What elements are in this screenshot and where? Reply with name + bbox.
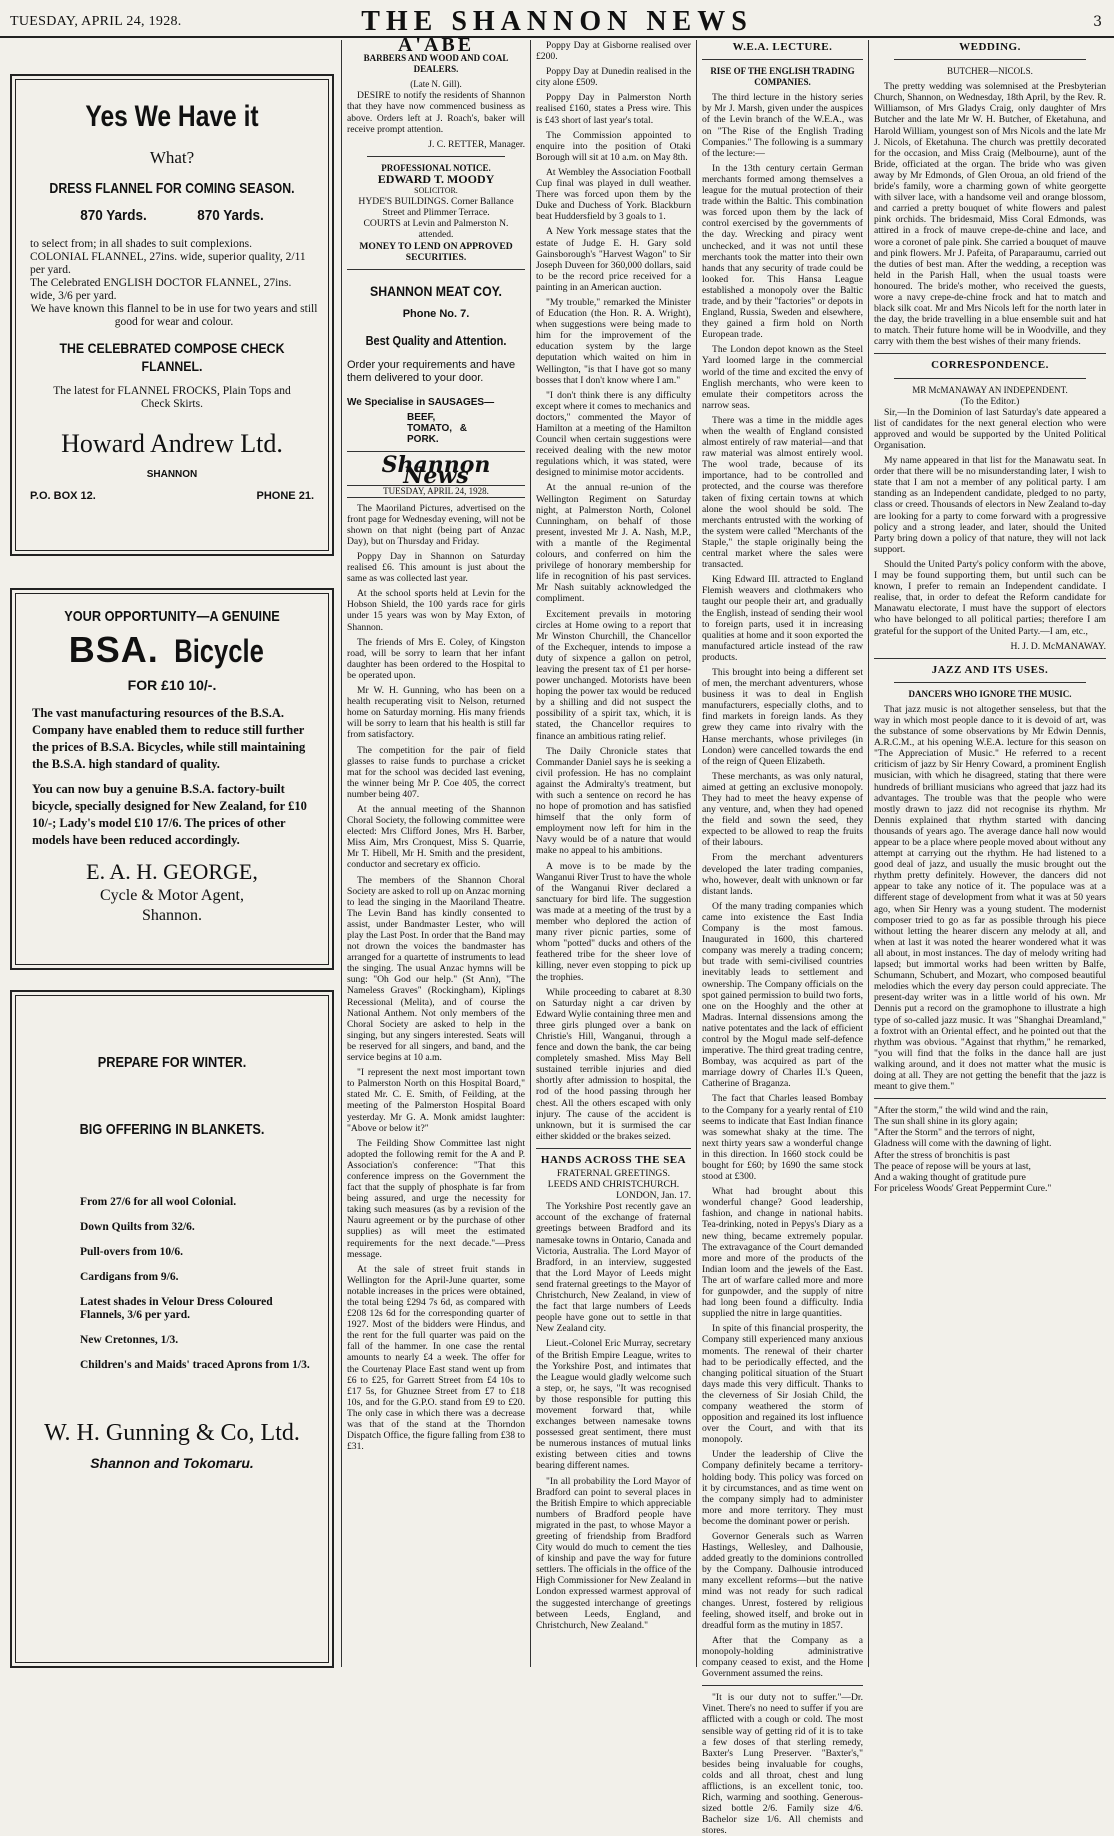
column-5: [874, 40, 1106, 1667]
news-paragraph: In the 13th century certain German merchants formed among themselves a league for the mutual protection of their trade within the Baltic. This combination was forced upon them by the lack of control exercised by the governments of the day. Wrecking and piracy went unchecked, and it was not until these merchants took the matter into their own hands that any security of trade could be looked for. This Hansa League established a monopoly over the Baltic trade, and by their "factories" or depots in England, Russia, Sweden and elsewhere, they gained a firm hold on North European trade.: [702, 162, 863, 341]
column-rule: [868, 40, 869, 1667]
ad1-product: DRESS FLANNEL FOR COMING SEASON.: [49, 180, 295, 197]
ad3-item: Latest shades in Velour Dress Coloured Flannels, 3/6 per yard.: [80, 1296, 273, 1321]
news-paragraph: There was a time in the middle ages when the wealth of England consisted almost entirely of raw material—and that raw material was almost entirely wool. The wool trade, because of its importance, had to be controlled and protected, and the course was therefore taken of fixing certain towns at which alone the wool should be sold. The merchants entrusted with the working of the system were called "Merchants of the Staple," the staple originally being the central market where the sales were transacted.: [702, 414, 863, 571]
divider: [347, 269, 525, 270]
masthead-date: TUESDAY, APRIL 24, 1928.: [10, 14, 182, 29]
prof-name: EDWARD T. MOODY: [377, 171, 495, 186]
ad3-item: From 27/6 for all wool Colonial.: [80, 1196, 237, 1208]
news-paragraph: The pretty wedding was solemnised at the Presbyterian Church, Shannon, on Wednesday, 18th April, by the Rev. R. Williamson, of Mrs Gladys Craig, only daughter of Mrs Butcher and the late Mr W. H. Butcher, of Eketahuna, and Harold William, youngest son of Mrs Nicols and the late Mr J. Nicols, of Eketahuna. The church was prettily decorated for the occasion, and Miss Craig (Melbourne), aunt of the Bride, officiated at the organ. The bride who was given away by Mr Edmonds, of Glen Oroua, an old friend of the bride's family, wore a charming gown of white georgette with silver lace, with a handsome veil and orange blossom, and carried a pretty bouquet of white flowers and palest pink orchids. The bridesmaid, Miss Coral Edmonds, was attired in a frock of mauve crepe-de-chine and lace, and wore a coronet of pale pink. She carried a bouquet of mauve and pink flowers. Mr J. Pafeita, of Paraparaumu, carried out the duties of best man. After the wedding, a reception was held in the Parish Hall, when the usual toasts were honoured. The bride's mother, who received the guests, wore a navy crepe-de-chine frock and hat to match and black silk coat. Mr and Mrs Nicols left for the north later in the day, the bride travelling in a blue ensemble suit and hat to match. Their future home will be in Woodville, and they carry with them the best wishes of their many friends.: [874, 81, 1106, 348]
news-paragraph: This brought into being a different set of men, the merchant adventurers, whose business it was to deal in English manufacturers, especially cloths, and to find markets in foreign lands. As they grew they came into rivalry with the Hanse merchants, whose privileges (in London) were cancelled towards the end of the reign of Queen Elizabeth.: [702, 666, 863, 767]
corr-sign: H. J. D. McMANAWAY.: [1010, 640, 1106, 652]
meat-body: Order your requirements and have them delivered to your door.: [347, 358, 516, 384]
news-paragraph: Lieut.-Colonel Eric Murray, secretary of the British Empire League, writes to the Yorkshire Post, and intimates that the League would gladly welcome such a step, or, he says, "It was recognised by those responsible for putting this movement forward that, while exchanges between namesake towns possessed great sentiment, there must be numerous instances of mutual links existing between cities and towns bearing different names.: [536, 1338, 691, 1472]
ad1-yards-b: 870 Yards.: [197, 207, 264, 224]
divider: [702, 1685, 863, 1686]
ad1-body2: COLONIAL FLANNEL, 27ins. wide, superior quality, 2/11 per yard.: [30, 251, 306, 276]
news-paragraph: King Edward III. attracted to England Flemish weavers and clothmakers who taught our people their art, and gradually the English, instead of sending their wool to foreign parts, used it in increasing qualities at home and it soon exported the manufactured article instead of the raw products.: [702, 574, 863, 663]
divider: [874, 353, 1106, 354]
masthead: [0, 0, 1114, 38]
news-paragraph: At the school sports held at Levin for the Hobson Shield, the 100 yards race for girls under 15 years was won by May Exton, of Shannon.: [347, 588, 525, 633]
poem-line: Gladness will come with the dawning of light.: [874, 1138, 1052, 1150]
poem: [874, 1105, 1106, 1194]
ad3-item: Cardigans from 9/6.: [80, 1271, 179, 1283]
prof-role: SOLICITOR.: [414, 186, 458, 196]
ad-howard-andrew: [10, 74, 334, 556]
divider: [874, 1098, 1106, 1099]
news-paragraph: "My trouble," remarked the Minister of Education (the Hon. R. A. Wright), when suggestions were being made to him for the improvement of the education system by the large deputation which waited on him in Wellington, "is that I have got so many bosses that I don't know where I am.": [536, 296, 691, 386]
news-paragraph: A New York message states that the estate of Judge E. H. Gary sold Gainsborough's "Harvest Wagon" to Sir Joseph Duveen for 360,000 dollars, said to be the record price received for a painting in an American auction.: [536, 226, 691, 293]
news-paragraph: The Yorkshire Post recently gave an account of the exchange of fraternal greetings between Bradford and its namesake towns in Ontario, Canada and Victoria, Australia. The Lord Mayor of Bradford, in an interview, suggested that the Lord Mayor of Leeds might send fraternal greetings to the Mayor of Christchurch, New Zealand, in view of the fact that large numbers of Leeds people have gone out to settle in that New Zealand city.: [536, 1201, 691, 1335]
news-paragraph: At Wembley the Association Football Cup final was played in dull weather. There was forced upon them by the Duke and Duchess of York. Blackburn beat Huddersfield by 3 goals to 1.: [536, 166, 691, 223]
poem-line: "After the Storm" and the terrors of night,: [874, 1127, 1035, 1139]
aabe-sign: J. C. RETTER, Manager.: [428, 138, 525, 150]
ad2-trade: Cycle & Motor Agent,: [100, 887, 244, 904]
prof-money: MONEY TO LEND ON APPROVED SECURITIES.: [359, 240, 513, 263]
page-number: 3: [1093, 14, 1102, 30]
news-paragraph: The third lecture in the history series by Mr J. Marsh, given under the auspices of the Levin branch of the W.E.A., was on "The Rise of the English Trading Companies." The following is a summary of the lecture:—: [702, 92, 863, 159]
jazz-head: JAZZ AND ITS USES.: [931, 663, 1049, 676]
ad3-item: Children's and Maids' traced Aprons from 1/3.: [80, 1359, 310, 1371]
corr-head: CORRESPONDENCE.: [931, 359, 1049, 372]
ad1-body4: We have known this flannel to be in use for two years and still good for wear and colour.: [30, 303, 318, 328]
hands-sub2: LEEDS AND CHRISTCHURCH.: [547, 1179, 680, 1191]
news-paragraph: The friends of Mrs E. Coley, of Kingston road, will be sorry to learn that her infant daughter has been ordered to the Hospital to be operated upon.: [347, 636, 525, 681]
ad1-latest: The latest for FLANNEL FROCKS, Plain Tops and Check Skirts.: [53, 385, 291, 410]
ad2-bicycle: Bicycle: [174, 633, 265, 669]
ad3-town: Shannon and Tokomaru.: [90, 1455, 254, 1471]
column-3: [536, 40, 691, 1667]
ad1-yards: [28, 207, 316, 224]
hands-head: HANDS ACROSS THE SEA: [540, 1153, 687, 1166]
news-paragraph: The members of the Shannon Choral Society are asked to roll up on Anzac morning to lead the singing in the Maoriland Theatre. The Levin Band has kindly consented to assist, under Bandmaster Lester, who will play the Last Post. In order that the Band may not drown the voices the bandmaster has arranged for a quartette of instruments to lead the singing. The usual Anzac hymns will be sung: "Oh God our help." (St Ann), "The Nameless Graves" (Rockingham), Kiplings Recessional (Melita), and of course the National Anthem. Not only members of the Choral Society are asked to help in the singing, but any singers interested. Seats will be reserved for all singers, and band, and the service begins at 10 a.m.: [347, 874, 525, 1064]
ad3-items: [80, 1196, 312, 1372]
ad1-box: P.O. BOX 12.: [30, 490, 96, 502]
news-paragraph: Mr W. H. Gunning, who has been on a health recuperating visit to Nelson, returned home on Saturday morning. His many friends will be sorry to learn that his health is still far from satisfactory.: [347, 685, 525, 741]
ad2-title: YOUR OPPORTUNITY—A GENUINE: [64, 608, 280, 625]
ad2-brand: BSA.: [68, 629, 159, 670]
poem-line: After the stress of bronchitis is past: [874, 1149, 1010, 1161]
paper-date: TUESDAY, APRIL 24, 1928.: [347, 485, 525, 498]
news-paragraph: Poppy Day at Gisborne realised over £200.: [536, 40, 691, 63]
news-paragraph: Poppy Day at Dunedin realised in the city alone £509.: [536, 66, 691, 89]
baxters-ad: "It is our duty not to suffer."—Dr. Vinet. There's no need to suffer if you are afflicted with a cough or cold. The most sensible way of getting rid of it is to take a few doses of that sterling remedy, Baxter's Lung Preserver. "Baxter's," besides being invaluable for coughs, colds and all throat, chest and lung afflictions, is an excellent tonic, too. Rich, warming and soothing. Generous-sized bottle 2/6. Family size 4/6. Bachelor size 1/6. All chemists and stores.: [702, 1692, 863, 1836]
corr-to: (To the Editor.): [960, 395, 1020, 407]
news-paragraph: "I don't think there is any difficulty except where it comes to mechanics and doctors," commented the Mayor of Hamilton at a meeting of the Hamilton Council when certain suggestions were received dealing with the new motor regulations which, it was stated, were designed to minimise motor accidents.: [536, 389, 691, 479]
news-paragraph: A move is to be made by the Wanganui River Trust to have the whole of the Wanganui River declared a sanctuary for bird life. The suggestion was made at a meeting of the trust by a member who deplored the action of many river picnic parties, some of whom "potted" ducks and others of the feathered tribe for the sheer love of killing, never even stopping to pick up the trophies.: [536, 860, 691, 983]
news-paragraph: At the annual meeting of the Shannon Choral Society, the following committee were elected: Mrs Clifford Jones, Mrs H. Barber, Miss Aim, Mrs Cronquest, Miss S. Quarrie, Mr T. Hibell, Mr H. Smith and the president, conductor and secretary ex officio.: [347, 803, 525, 871]
ad2-firm: E. A. H. GEORGE,: [86, 859, 258, 884]
news-paragraph: The Commission appointed to enquire into the position of Otaki Borough will sit at 10 a.m. on May 8th.: [536, 129, 691, 163]
ad2-copy1: The vast manufacturing resources of the B.S.A. Company have enabled them to reduce still further the prices of B.S.A. Bicycles, while still maintaining the B.S.A. high standard of quality.: [32, 706, 306, 771]
ad3-item: New Cretonnes, 1/3.: [80, 1334, 179, 1346]
column-2: [347, 34, 525, 1667]
divider: [367, 156, 505, 157]
news-paragraph: Poppy Day in Shannon on Saturday realised £6. This amount is just about the same as was collected last year.: [347, 551, 525, 585]
paper-name: Shannon News: [381, 452, 491, 490]
poem-line: "After the storm," the wild wind and the rain,: [874, 1105, 1049, 1117]
news-paragraph: At the sale of street fruit stands in Wellington for the April-June quarter, some notable increases in the prices were obtained, the total being £294 7s 6d, as compared with £208 12s 6d for the corresponding quarter of 1927. Most of the bidders were Hindus, and the rent for the full quarter was paid on the fall of the hammer. In one case the rental amounts to nearly £4 a week. The offer for the Courtenay Place East stand went up from £6 to £25, for Garrett Street from £4 10s to £17 5s, for Ghuznee Street from £7 to £18 10s, and for the G.P.O. stand from £9 to £20. The only case in which there was a decrease was that of the stand at the Thorndon Dispatch Office, the figure falling from £38 to £31.: [347, 1263, 525, 1453]
aabe-title: A'ABE: [397, 34, 475, 56]
news-paragraph: "I represent the next most important town to Palmerston North on this Hospital Board," stated Mr. C. E. Smith, of Feilding, at the meeting of the Palmerston Hospital Board yesterday. Mr G. A. Monk amidst laughter: "Above or below it?": [347, 1067, 525, 1134]
news-paragraph: My name appeared in that list for the Manawatu seat. In order that there will be no misunderstanding later, I wish to state that I am not a member of any political party. I am standing as an Independent candidate, pledged to no party, class or creed. Thousands of electors in New Zealand to-day are looking for a party to come forward with a progressive policy and a strong leader, and later, should the United Party bring down a policy of that nature, they will not lack support.: [874, 455, 1106, 555]
news-paragraph: Under the leadership of Clive the Company definitely became a territory-holding body. This policy was forced on it by circumstances, and as time went on the company simply had to administer more and more territory. They must become the dominant power or perish.: [702, 1449, 863, 1527]
ad-bsa-bicycle: [10, 588, 334, 970]
news-paragraph: That jazz music is not altogether senseless, but that the way in which most people dance to it is devoid of art, was the substance of some observations by Mr Edwin Dennis, A.R.C.M., at his opening W.E.A. lecture for this season on "The Appreciation of Music." He referred to a recent criticism of jazz by Sir Henry Coward, a prominent English musician, with which he disagreed, stating that there were hundreds of brilliant musicians who agreed that jazz had its advantages. The trouble was that the people who were mostly drawn to jazz did not recognise its rhythm. Mr Dennis explained that rhythm started with dancing thousands of years ago. The average dance hall now would appear to be a place where people moved about without any attempt at carrying out the rhythm. He had listened to a good deal of jazz, and usually the music brought out the rhythm pretty definitely. However, the dancers did not appear to take any notice of it. The populace was at a different stage of development from what it was at 50 years ago, when Sir Henry was a young student. The modernist composer tried to go as far as possible through his piece without letting the hearer discern any melody at all, and when at last it was noted the hearer wondered what it was all about, in most instances. The day of melody writing had lapsed; but immortal works had been written by Balfe, Schumann, Schubert, and Mozart, who composed beautiful melodies which the every day person could appreciate. The present-day writer was in a little world of his own. Mr Dennis put a record on the gramophone to illustrate a high type of so-called jazz music. It was "Shanghai Dreamland," a foxtrot with an Oriental effect, and he pointed out that the rhythm was obvious. "Against that rhythm," he remarked, "you will find that the folks in the dance hall are just walking around, and it does not matter what the music is doing at all. They are not getting the benefit that the jazz is meant to give them.": [874, 703, 1106, 1093]
ad2-town: Shannon.: [142, 907, 202, 924]
meat-kinds: BEEF, TOMATO, & PORK.: [407, 412, 467, 446]
meat-phone: Phone No. 7.: [402, 307, 470, 320]
news-paragraph: Sir,—In the Dominion of last Saturday's date appeared a list of candidates for the next general election who were approved and would be supported by the United Political Organisation.: [874, 406, 1106, 451]
hands-dateline: LONDON, Jan. 17.: [616, 1190, 691, 1202]
column-rule: [696, 40, 697, 1667]
divider: [894, 59, 1086, 60]
divider: [894, 378, 1086, 379]
news-paragraph: Poppy Day in Palmerston North realised £160, states a Press wire. This is £43 short of last year's total.: [536, 92, 691, 126]
news-paragraph: The Daily Chronicle states that Commander Daniel says he is seeking a civil profession. He has no complaint against the Admiralty's treatment, but with such a sentence on record he has no hope of promotion and has satisfied himself that the only form of employment now left for him in the Navy would be of a nature that would make no appeal to his ambitions.: [536, 745, 691, 857]
news-paragraph: Should the United Party's policy conform with the above, I may be found supporting them, but until such can be known, I prefer to remain an Independent candidate. I realise, that, in order to defeat the Reform candidate for Manawatu electorate, I must have the support of electors who have belonged to all political parties; therefore I am grateful for the support of the United Party.—I am, etc.,: [874, 558, 1106, 637]
meat-tag: Best Quality and Attention.: [365, 333, 507, 348]
meat-title: SHANNON MEAT COY.: [370, 282, 502, 299]
ad3-offer: BIG OFFERING IN BLANKETS.: [79, 1121, 265, 1138]
poem-line: The sun shall shine in its glory again;: [874, 1116, 1018, 1128]
ad1-body1: to select from; in all shades to suit complexions.: [30, 238, 252, 250]
column-rule: [341, 40, 342, 1667]
masthead-title: THE SHANNON NEWS: [361, 6, 753, 37]
column-4: [702, 40, 863, 1836]
poem-line: And a waking thought of gratitude pure: [874, 1171, 1026, 1183]
ad1-town: SHANNON: [146, 469, 198, 480]
news-paragraph: The Maoriland Pictures, advertised on the front page for Wednesday evening, will not be shown on that night (being part of Anzac Day), but on Thursday and Friday.: [347, 502, 525, 547]
news-paragraph: The competition for the pair of field glasses to raise funds to purchase a cricket mat for the school was decided last evening, the winner being Mr P. Coe 405, the correct number being 407.: [347, 744, 525, 800]
aabe-subtitle: BARBERS AND WOOD AND COAL DEALERS.: [363, 53, 509, 75]
prof-head: PROFESSIONAL NOTICE.: [381, 162, 491, 173]
jazz-sub: DANCERS WHO IGNORE THE MUSIC.: [908, 688, 1072, 699]
ad1-what: What?: [149, 148, 195, 167]
ad1-check: THE CELEBRATED COMPOSE CHECK FLANNEL.: [59, 340, 285, 374]
hands-sub1: FRATERNAL GREETINGS.: [556, 1168, 671, 1179]
ad1-contact: [12, 480, 332, 502]
ad-gunning: [10, 990, 334, 1668]
news-paragraph: Excitement prevails in motoring circles at Home owing to a report that Mr Winston Churchill, the Chancellor of the Exchequer, intends to impose a duty of sixpence a gallon on petrol, leaving the present tax of £1 per horse-power unchanged. Motorists have been hoping the power tax would be reduced by a shilling and did not suspect the possibility of a spirit tax, which, it is stated, the Chancellor requires to finance an ambitious rating relief.: [536, 608, 691, 742]
divider: [536, 1148, 691, 1149]
poem-line: For priceless Woods' Great Peppermint Cure.": [874, 1182, 1052, 1194]
column-rule: [530, 40, 531, 1667]
poem-line: The peace of repose will be yours at last,: [874, 1160, 1031, 1172]
news-paragraph: What had brought about this wonderful change? Good leadership, fashion, and change in national habits. Tea-drinking, noted in Pepys's Diary as a new thing, became extremely popular. The extravagance of the Court demanded more and more of the products of the Indian loom and the jewels of the East. The art of warfare called more and more for gunpowder, and the supply of nitre had long been found a difficulty. India supplied the nitre in large quantities.: [702, 1186, 863, 1320]
news-paragraph: The Feilding Show Committee last night adopted the following remit for the A and P. Association's conference: "That this conference impress on the Government the fact that the supply of phosphate is far from being assured, and urge the necessity for taking such measures (as by a revision of the Nauru agreement or by the purchase of other supplies) as will meet the estimated requirements for the next decade."—Press message.: [347, 1137, 525, 1260]
prof-addr: HYDE'S BUILDINGS. Corner Ballance Street and Plimmer Terrace.: [358, 196, 514, 219]
news-paragraph: In spite of this financial prosperity, the Company still experienced many anxious moments. The renewal of their charter had to be periodically effected, and the changing political situation of the Stuart days made this very difficult. Thanks to the cleverness of Sir Josiah Child, the company weathered the storm of opposition and regained its lost influence over the Court, and with that its monopoly.: [702, 1323, 863, 1446]
ad2-brandline: [12, 629, 332, 671]
ad1-body: [12, 224, 332, 329]
wedding-sub: BUTCHER—NICOLS.: [947, 66, 1033, 77]
news-paragraph: "In all probability the Lord Mayor of Bradford can point to several places in the British Empire to which appreciable numbers of Bradford people have migrated in the past, to whose Mayor a greeting of friendship from Bradford City would do much to cement the ties of kinship and pave the way for future settlers. The officials in the office of the High Commissioner for New Zealand in London expressed warmest approval of the suggested interchange of greetings between Leeds, England, and Christchurch, New Zealand.": [536, 1475, 691, 1631]
news-paragraph: Of the many trading companies which came into existence the East India Company is the most famous. Inaugurated in 1600, this chartered company was merely a trading concern; but trade with semi-civilised countries inevitably leads to settlement and ownership. The Company officials on the spot gained permission to build two forts, one on the Hooghly and the other at Madras. Internal dissensions among the native potentates and the lack of efficient control by the Mogul made self-defence imperative. The third great trading centre, Bombay, was acquired as part of the marriage dowry of Charles II.'s Queen, Catherine of Braganza.: [702, 900, 863, 1090]
aabe-late: (Late N. Gill).: [410, 79, 462, 90]
corr-sub: MR McMANAWAY AN INDEPENDENT.: [912, 384, 1068, 395]
news-paragraph: After that the Company as a monopoly-holding administrative company ceased to exist, and the Home Government assumed the reins.: [702, 1634, 863, 1680]
wedding-head: WEDDING.: [959, 41, 1021, 53]
news-paragraph: At the annual re-union of the Wellington Regiment on Saturday night, at Palmerston North, Colonel Cunningham, on behalf of those present, invested Mr J. A. Nash, M.P., with a mantle of the Regimental colours, and conferred on him the privilege of honorary membership for life in recognition of his past services. Mr Nash suitably acknowledged the compliment.: [536, 482, 691, 605]
ad3-title: PREPARE FOR WINTER.: [97, 1054, 247, 1071]
aabe-body: DESIRE to notify the residents of Shannon that they have now commenced business as above. Orders left at J. Roach's, baker will receive prompt attention.: [347, 90, 525, 135]
divider: [894, 682, 1086, 683]
news-paragraph: These merchants, as was only natural, aimed at getting an exclusive monopoly. They had to meet the heavy expense of any venture, and, when they had opened the field and sown the seed, they expected to be allowed to reap the fruits of their labours.: [702, 770, 863, 849]
ad2-price: FOR £10 10/-.: [127, 677, 217, 693]
ad1-firm: Howard Andrew Ltd.: [61, 429, 283, 458]
news-paragraph: While proceeding to cabaret at 8.30 on Saturday night a car driven by Edward Wylie containing three men and three girls plunged over a bank on Christie's Hill, Wanganui, through a fence and down the bank, the car being completely smashed. Miss May Bell sustained terrible injuries and died shortly after admission to hospital, the rod of the hood passing through her chest. All the others escaped with only injury. The cause of the accident is unknown, but it is surmised the car either skidded or the brakes seized.: [536, 986, 691, 1142]
ad2-copy2: You can now buy a genuine B.S.A. factory-built bicycle, specially designed for New Zealand, for £10 10/-; Lady's model £10 17/6. The prices of other models have been reduced accordingly.: [32, 782, 307, 847]
ad1-phone: PHONE 21.: [256, 490, 314, 502]
wea-sub: RISE OF THE ENGLISH TRADING COMPANIES.: [710, 66, 855, 88]
meat-spec: We Specialise in SAUSAGES—: [347, 396, 495, 408]
prof-courts: COURTS at Levin and Palmerston N. attended.: [363, 218, 509, 241]
news-paragraph: The fact that Charles leased Bombay to the Company for a yearly rental of £10 seems to indicate that East Indian finance was somewhat shaky at the time. The next thirty years saw a wonderful change in this direction. In 1660 stock could be bought for £60; by 1690 the same stock stood at £300.: [702, 1093, 863, 1183]
news-paragraph: The London depot known as the Steel Yard loomed large in the commercial world of the time and excited the envy of English merchants, who were keen to emulate their competitors across the narrow seas.: [702, 344, 863, 411]
wea-head: W.E.A. LECTURE.: [732, 41, 833, 53]
ad1-body3: The Celebrated ENGLISH DOCTOR FLANNEL, 27ins. wide, 3/6 per yard.: [30, 277, 292, 302]
news-paragraph: Governor Generals such as Warren Hastings, Wellesley, and Dalhousie, added greatly to the dominions controlled by the Company. Dalhousie introduced many excellent reforms—but the native mind was not ready for such radical changes. Unrest, fostered by religious feeling, showed itself, and broke out in dreadful form as the mutiny in 1857.: [702, 1531, 863, 1631]
divider: [702, 59, 863, 60]
divider: [874, 658, 1106, 659]
ad1-yards-a: 870 Yards.: [80, 207, 147, 224]
ad3-item: Down Quilts from 32/6.: [80, 1221, 195, 1233]
ad3-item: Pull-overs from 10/6.: [80, 1246, 183, 1258]
ad3-firm: W. H. Gunning & Co, Ltd.: [44, 1420, 300, 1446]
ad1-headline: Yes We Have it: [85, 100, 259, 133]
news-paragraph: From the merchant adventurers developed the later trading companies, who, however, dealt with unknown or far distant lands.: [702, 852, 863, 897]
